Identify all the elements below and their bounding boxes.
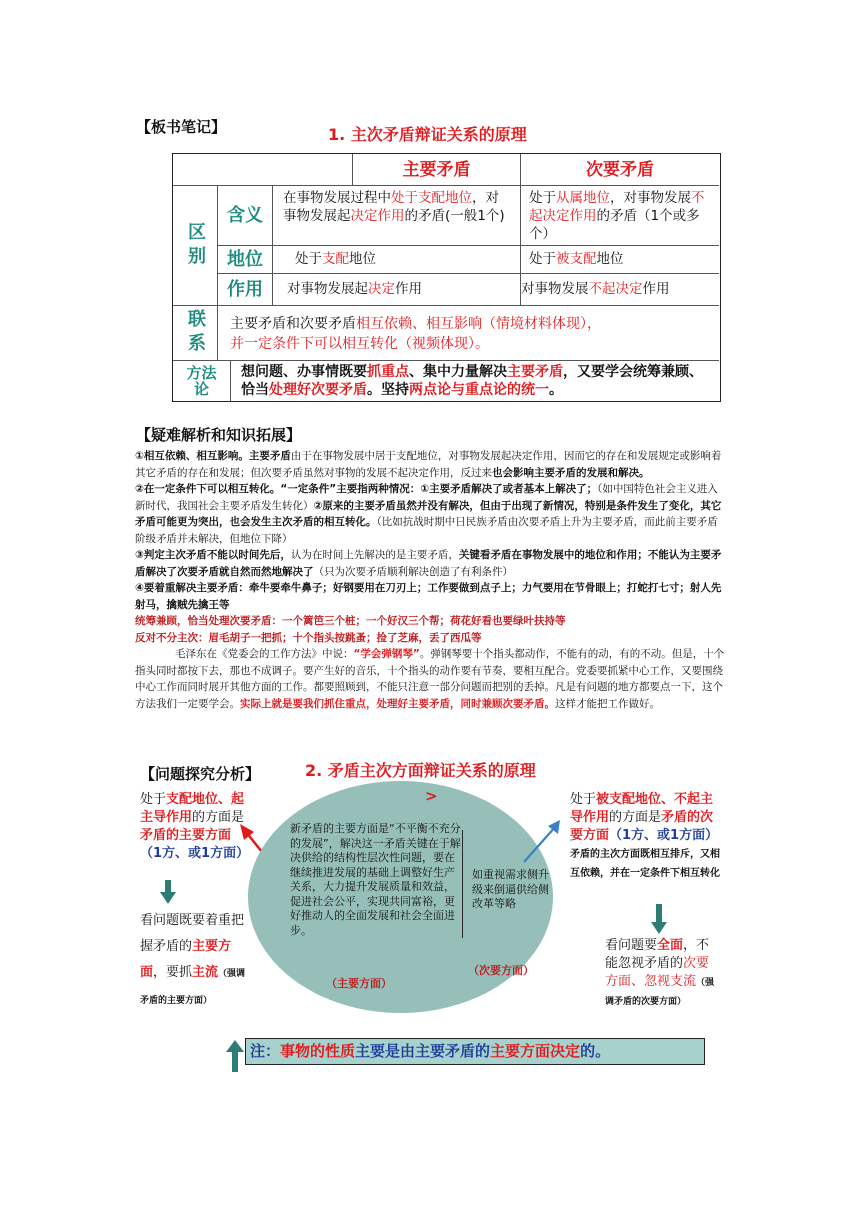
text-blue: （1方、或1方面） — [140, 846, 250, 861]
text: ，不能忽视矛盾的 — [605, 938, 710, 971]
paragraph-6: 反对不分主次：眉毛胡子一把抓；十个指头按跳蚤；捡了芝麻，丢了西瓜等 — [135, 631, 482, 644]
text-red: 相互依赖、相互影响（情境材料体现）， — [356, 316, 601, 332]
doubt-analysis-label: 【疑难解析和知识拓展】 — [136, 426, 302, 444]
text: 处于 — [140, 792, 167, 807]
text-red: “学会弹钢琴” — [353, 648, 420, 660]
text: 地位 — [349, 251, 376, 267]
paragraph-1 — [135, 448, 727, 481]
text-red: 主要方面决定 — [490, 1042, 581, 1060]
comparison-table — [172, 153, 721, 402]
text: ，对事物发展 — [610, 190, 691, 206]
text-red: 不起决定作用 — [529, 190, 705, 224]
text: 处于 — [529, 251, 556, 267]
text-red: 抓重点 — [367, 364, 409, 380]
blue-arrow-icon — [520, 818, 564, 866]
link-label — [173, 306, 218, 361]
link-label-text: 联系 — [185, 309, 206, 357]
text: 对事物发展起 — [287, 281, 368, 297]
right-bottom-text — [605, 937, 720, 1011]
text: 想问题、办事情既要 — [241, 364, 367, 380]
right-top-text — [570, 791, 724, 883]
text: 在事物发展过程中 — [283, 190, 391, 206]
text: 处于 — [295, 251, 322, 267]
method-label — [173, 361, 231, 401]
method-label-text: 方法论 — [186, 364, 217, 398]
text: 的方面是 — [192, 810, 245, 825]
text: 看问题要 — [605, 938, 658, 953]
divider-line — [462, 830, 463, 938]
text: 。坚持 — [367, 382, 409, 398]
text-red: 支配 — [322, 251, 349, 267]
status-main-cell — [273, 246, 521, 274]
text-red: 不起决定 — [588, 281, 643, 297]
text-red: 全面 — [657, 938, 684, 953]
text: 地位 — [596, 251, 624, 267]
text: 、集中力量解决 — [409, 364, 507, 380]
text: （如中国特色社会主义进入新时代，我国社会主要矛盾发生转化） — [135, 483, 718, 512]
text: 对事物发展 — [521, 281, 589, 297]
text: 。弹钢琴要十个指头都动作，不能有的动，有的不动。但是，十个指头同时都按下去，那也不成调子。要产生好的音乐，十个指头的动作要有节奏，要相互配合。党委要抓紧中心工作，又要围绕中心工作而同时展开其他方面的工作。都要照顾到，不能只注意一部分问题而把别的丢掉。凡是有问题的地方都要点一下，这个方法我们一定要学会。 — [135, 648, 725, 710]
text: （比如抗战时期中日民族矛盾由次要矛盾上升为主要矛盾，而此前主要矛盾阶级矛盾并未解决，但地位下降） — [135, 516, 718, 545]
meaning-main-cell — [273, 186, 521, 246]
text: 处于 — [529, 190, 556, 206]
header-main-contradiction: 主要矛盾 — [353, 154, 521, 186]
text: （只为次要矛盾顺利解决创造了有利条件） — [313, 565, 513, 578]
text: 主要矛盾和次要矛盾 — [230, 316, 356, 332]
text-blue: 注： — [250, 1042, 281, 1060]
main-aspect-label: （主要方面） — [326, 977, 392, 990]
down-arrow-icon — [651, 904, 667, 934]
text: 这样才能把工作做好。 — [555, 697, 660, 710]
text: ，要抓 — [153, 965, 193, 980]
down-arrow-icon — [160, 880, 176, 904]
text-bold: ②原来的主要矛盾虽然并没有解决，但由于出现了新情况，特别是条件发生了变化，其它矛盾可能更为突出，也会发生主次矛盾的相互转化。 — [135, 499, 722, 528]
side-text: 如重视需求侧升级来倒逼供给侧改革等略 — [472, 868, 549, 910]
text: ，又要学会统筹兼顾、恰当 — [241, 364, 703, 398]
header-secondary-contradiction: 次要矛盾 — [521, 154, 719, 186]
text-small: （强调矛盾的主要方面） — [140, 969, 246, 1006]
text-red: 并一定条件下可以相互转化（视频体现）。 — [230, 336, 489, 352]
note-bar — [245, 1038, 705, 1065]
text: 。 — [549, 382, 563, 398]
text-red: 从属地位 — [556, 190, 610, 206]
section-2-title: 2. 矛盾主次方面辩证关系的原理 — [305, 761, 536, 780]
method-text-cell — [231, 361, 719, 401]
text-red: 支配地位、起主导作用 — [140, 792, 245, 825]
paragraph-5: 统筹兼顾，恰当处理次要矛盾：一个篱笆三个桩；一个好汉三个帮；荷花好看也要绿叶扶持等 — [135, 615, 566, 627]
row-meaning-label: 含义 — [218, 186, 273, 246]
text-red: 处于支配地位 — [391, 190, 472, 206]
text: 的矛盾（1个或多个） — [529, 208, 700, 242]
text-red: 实际上就是要我们抓住重点，处理好主要矛盾，同时兼顾次要矛盾。 — [240, 697, 555, 710]
text-blue: （1方、或1方面） — [609, 828, 719, 843]
text-red: 处理好次要矛盾 — [269, 382, 367, 398]
group-difference-text: 区别 — [185, 221, 206, 270]
role-main-cell — [273, 274, 521, 306]
text-red: 矛盾的次要方面 — [570, 810, 714, 843]
text: 处于 — [570, 792, 597, 807]
link-text-cell — [218, 306, 719, 361]
text-red: 决定作用 — [350, 208, 405, 224]
text: 由于在事物发展中居于支配地位，对事物发展起决定作用，因而它的存在和发展规定或影响着其它矛盾的存在和发展；但次要矛盾虽然对事物的发展不起决定作用，反过来 — [135, 450, 722, 479]
text-red: 主要矛盾 — [507, 364, 563, 380]
text-red: 矛盾的主要方面 — [140, 828, 232, 843]
doubt-analysis-body — [135, 448, 727, 712]
table-corner-cell — [173, 154, 353, 186]
status-secondary-cell — [521, 246, 719, 274]
text-small: （强调矛盾的次要方面） — [605, 978, 715, 1007]
text-red: 两点论与重点论的统一 — [409, 382, 549, 398]
text-blue: 主要是由主要矛盾的 — [355, 1042, 491, 1060]
text-bold: ②在一定条件下可以相互转化。“一定条件”主要指两种情况：①主要矛盾解决了或者基本上解决了； — [135, 483, 598, 495]
greater-than-mark: > — [425, 787, 438, 805]
text-bold: 也会影响主要矛盾的发展和解决。 — [492, 466, 650, 479]
text: 毛泽东在《党委会的工作方法》中说： — [175, 648, 354, 660]
text: 看问题既要着重把握矛盾的 — [140, 913, 245, 954]
role-secondary-cell — [521, 274, 719, 306]
text-red: 主流 — [192, 965, 219, 980]
text-bold: ③判定主次矛盾不能以时间先后， — [135, 549, 291, 561]
text-blue: 的。 — [580, 1042, 611, 1060]
text: 认为在时间上先解决的是主要矛盾， — [290, 549, 459, 561]
inquiry-label: 【问题探究分析】 — [140, 765, 261, 783]
center-text: 新矛盾的主要方面是“不平衡不充分的发展”，解决这一矛盾关键在于解决供给的结构性层次性问题，要在继续推进发展的基础上调整好生产关系，大力提升发展质量和效益，促进社会公平，实现共同富裕，更好推动人的全面发展和社会全面进步。 — [290, 822, 461, 937]
text: ，对事物发展起 — [283, 190, 499, 224]
paragraph-2 — [135, 481, 727, 547]
meaning-secondary-cell — [521, 186, 719, 246]
text-red: 主要方面 — [140, 939, 232, 980]
text-bold: 关键看矛盾在事物发展中的地位和作用；不能认为主要矛盾解决了次要矛盾就自然而然地解决了 — [135, 549, 722, 578]
text-red: 次要方面、忽视支流 — [605, 956, 710, 989]
text-red: 决定 — [368, 281, 395, 297]
text-bold: ①相互依赖、相互影响。主要矛盾 — [135, 450, 291, 462]
text-red: 被支配 — [556, 251, 597, 267]
text-red: 被支配地位、不起主导作用 — [570, 792, 714, 825]
text: 作用 — [395, 281, 422, 297]
board-notes-label: 【板书笔记】 — [136, 118, 227, 136]
text: 的方面是 — [609, 810, 662, 825]
secondary-aspect-label: （次要方面） — [468, 964, 534, 977]
section-1-title: 1. 主次矛盾辩证关系的原理 — [328, 125, 527, 144]
left-bottom-text — [140, 908, 252, 1014]
row-status-label: 地位 — [218, 246, 273, 274]
text-red: 事物的性质 — [280, 1042, 356, 1060]
text: 作用 — [642, 281, 670, 297]
paragraph-7 — [135, 646, 727, 712]
paragraph-4: ④要着重解决主要矛盾：牵牛要牵牛鼻子；好钢要用在刀刃上；工作要做到点子上；力气要用在节骨眼上；打蛇打七寸；射人先射马，擒贼先擒王等 — [135, 582, 722, 611]
up-arrow-icon — [226, 1040, 244, 1072]
text-small: 矛盾的主次方面既相互排斥，又相互依赖，并在一定条件下相互转化 — [570, 849, 720, 879]
text: 的矛盾(一般1个) — [404, 208, 505, 224]
row-role-label: 作用 — [218, 274, 273, 306]
group-difference-label — [173, 186, 218, 306]
paragraph-3 — [135, 547, 727, 580]
